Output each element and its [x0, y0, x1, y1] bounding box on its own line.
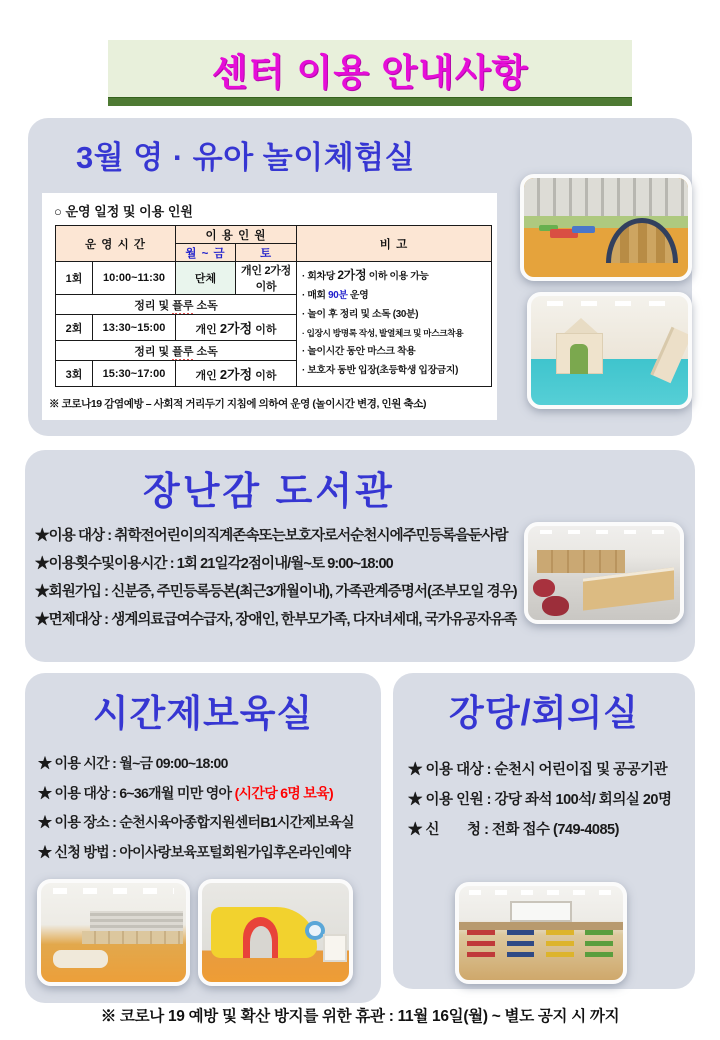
- playroom-title: 3월 영 · 유아 놀이체험실: [76, 140, 416, 175]
- schedule-heading: ○ 운영 일정 및 이용 인원: [54, 204, 193, 219]
- photo-decor: [570, 344, 587, 375]
- section-auditorium: [393, 673, 695, 989]
- round1-weekday: 단체: [176, 262, 236, 295]
- table-row-sanitize-2: 정리 및 플루 소독: [56, 341, 492, 361]
- note-line-1: · 회차당 2가정 이하 이용 가능: [302, 268, 429, 282]
- round1-time: 10:00~11:30: [93, 262, 176, 295]
- info-line: ★면제대상 : 생계의료급여수급자, 장애인, 한부모가족, 다자녀세대, 국가유공자유족: [35, 612, 517, 628]
- toy-library-interior-photo: [524, 522, 684, 624]
- note-line-4: · 입장시 방명록 작성, 발열체크 및 마스크착용: [302, 328, 464, 339]
- note-line-2: · 매회 90분 운영: [302, 289, 369, 301]
- yellow-playhouse-photo: [198, 879, 353, 986]
- photo-decor: [507, 930, 535, 962]
- info-line: ★ 신청 방법 : 아이사랑보육포털회원가입후온라인예약: [38, 843, 351, 860]
- photo-decor: [53, 888, 175, 894]
- note-cell: [297, 262, 492, 387]
- round1-saturday: 개인 2가정 이하: [236, 262, 297, 295]
- info-line: ★ 이용 시간 : 월~금 09:00~18:00: [38, 755, 228, 771]
- note-line-3: · 놀이 후 정리 및 소독 (30분): [302, 308, 419, 320]
- toy-library-info: [35, 522, 517, 634]
- photo-decor: [250, 926, 272, 959]
- auditorium-info: [408, 755, 672, 845]
- info-line: ★ 이용 대상 : 6~36개월 미만 영아 (시간당 6명 보육): [38, 784, 333, 801]
- table-row-round1: [56, 262, 492, 295]
- col-header-weekday: 월 ~ 금: [176, 244, 236, 262]
- photo-decor: [650, 326, 691, 383]
- photo-decor: [585, 930, 613, 962]
- schedule-table: [55, 225, 492, 387]
- info-line: ★ 이용 대상 : 순천시 어린이집 및 공공기관: [408, 762, 668, 778]
- photo-decor: [540, 530, 668, 535]
- photo-decor: [469, 890, 613, 896]
- photo-decor: [459, 922, 623, 930]
- col-header-capacity: 이 용 인 원: [176, 226, 297, 244]
- title-banner: [108, 40, 632, 97]
- auditorium-chairs-photo: [455, 882, 627, 984]
- col-header-time: 운 영 시 간: [56, 226, 176, 262]
- photo-decor: [524, 178, 688, 216]
- part-time-care-title: 시간제보육실: [92, 693, 314, 734]
- round2-no: 2회: [56, 315, 93, 341]
- part-time-care-info: [38, 749, 354, 867]
- note-line-6: · 보호자 동반 입장(초등학생 입장금지): [302, 364, 459, 376]
- auditorium-title: 강당/회의실: [449, 692, 639, 733]
- info-line: ★회원가입 : 신분증, 주민등록등본(최근3개월이내), 가족관계증명서(조부모일 경우): [35, 584, 517, 600]
- photo-decor: [572, 226, 595, 234]
- schedule-panel: [42, 193, 497, 420]
- banner-divider-bar: [108, 97, 632, 106]
- round3-capacity: 개인 2가정 이하: [176, 361, 297, 387]
- photo-decor: [583, 567, 674, 610]
- note-line-5: · 놀이시간 동안 마스크 착용: [302, 346, 416, 358]
- spellcheck-underline: 플루: [172, 346, 193, 361]
- photo-decor: [323, 934, 347, 962]
- photo-decor: [533, 579, 556, 598]
- col-header-note: 비 고: [297, 226, 492, 262]
- info-line: ★ 신 청 : 전화 접수 (749-4085): [408, 822, 619, 838]
- page-title: 센터 이용 안내사항: [211, 51, 529, 93]
- photo-decor: [542, 596, 569, 617]
- info-line: ★ 이용 인원 : 강당 좌석 100석/ 회의실 20명: [408, 792, 672, 808]
- tunnel-playroom-photo: [520, 174, 692, 281]
- photo-decor: [537, 550, 625, 573]
- photo-decor: [82, 931, 184, 945]
- round1-no: 1회: [56, 262, 93, 295]
- round3-time: 15:30~17:00: [93, 361, 176, 387]
- col-header-saturday: 토: [236, 244, 297, 262]
- round3-no: 3회: [56, 361, 93, 387]
- photo-decor: [90, 911, 183, 931]
- info-line: ★이용 대상 : 취학전어린이의직계존속또는보호자로서순천시에주민등록을둔사람: [35, 528, 508, 544]
- red-highlight: (시간당 6명 보육): [234, 784, 333, 801]
- table-row-sanitize-1: 정리 및 플루 소독: [56, 295, 492, 315]
- daycare-room-photo: [37, 879, 190, 986]
- info-line: ★이용횟수및이용시간 : 1회 21일각2점이내/월~토 9:00~18:00: [35, 556, 393, 572]
- photo-decor: [510, 901, 572, 922]
- slide-playroom-photo: [527, 292, 692, 409]
- section-toy-library: [25, 450, 695, 662]
- info-line: ★ 이용 장소 : 순천시육아종합지원센터B1시간제보육실: [38, 814, 354, 830]
- photo-decor: [467, 930, 495, 962]
- toy-library-title: 장난감 도서관: [143, 471, 395, 513]
- section-part-time-care: [25, 673, 381, 1003]
- photo-decor: [547, 301, 673, 305]
- photo-decor: [53, 950, 108, 968]
- closure-notice: ※ 코로나 19 예방 및 확산 방지를 위한 휴관 : 11월 16일(월) ~ 별도 공지 시 까지: [100, 1008, 620, 1025]
- photo-decor: [546, 930, 574, 962]
- round2-capacity: 개인 2가정 이하: [176, 315, 297, 341]
- spellcheck-underline: 플루: [172, 300, 193, 315]
- round2-time: 13:30~15:00: [93, 315, 176, 341]
- section-playroom: [28, 118, 692, 436]
- playroom-footnote: ※ 코로나19 감염예방 – 사회적 거리두기 지침에 의하여 운영 (놀이시간 변경, 인원 축소): [49, 398, 427, 410]
